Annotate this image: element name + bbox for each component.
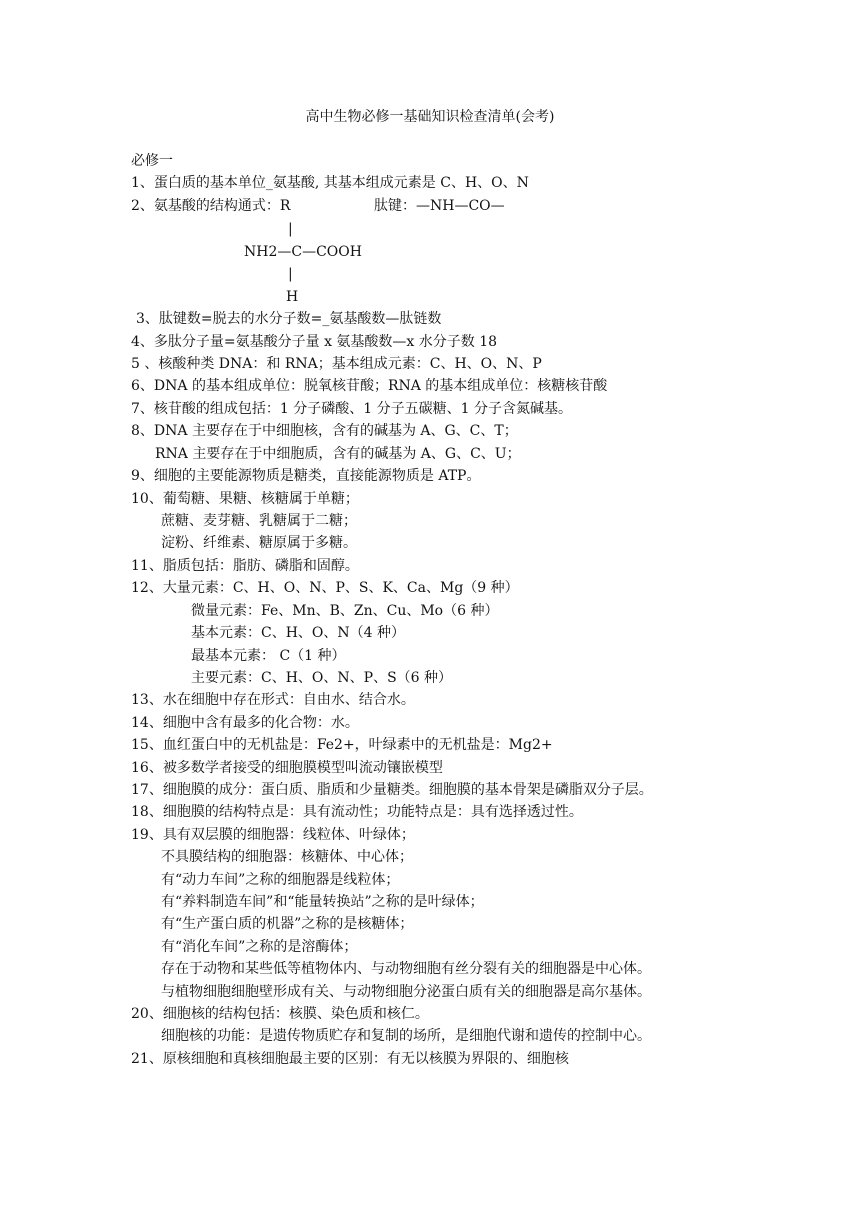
list-item: 7、核苷酸的组成包括：1 分子磷酸、1 分子五碳糖、1 分子含氮碱基。 bbox=[131, 401, 572, 417]
list-item: 16、被多数学者接受的细胞膜模型叫流动镶嵌模型 bbox=[131, 760, 443, 776]
list-item: 有“动力车间”之称的细胞器是线粒体； bbox=[161, 872, 400, 888]
list-item: 6、DNA 的基本组成单位：脱氧核苷酸；RNA 的基本组成单位：核糖核苷酸 bbox=[131, 378, 608, 394]
list-item: 不具膜结构的细胞器：核糖体、中心体； bbox=[161, 849, 413, 865]
section-heading: 必修一 bbox=[131, 153, 173, 169]
list-item: 14、细胞中含有最多的化合物：水。 bbox=[131, 715, 359, 731]
list-item: 淀粉、纤维素、糖原属于多糖。 bbox=[161, 535, 357, 551]
list-item: 细胞核的功能：是遗传物质贮存和复制的场所，是细胞代谢和遗传的控制中心。 bbox=[161, 1028, 651, 1044]
formula-hydrogen: H bbox=[286, 289, 299, 305]
list-item: 存在于动物和某些低等植物体内、与动物细胞有丝分裂有关的细胞器是中心体。 bbox=[161, 961, 651, 977]
list-item: 17、细胞膜的成分：蛋白质、脂质和少量糖类。细胞膜的基本骨架是磷脂双分子层。 bbox=[131, 782, 653, 798]
list-item: 10、葡萄糖、果糖、核糖属于单糖； bbox=[131, 491, 359, 507]
list-item: 3、肽键数=脱去的水分子数=_氨基酸数—肽链数 bbox=[136, 311, 442, 327]
list-item: 微量元素：Fe、Mn、B、Zn、Cu、Mo（6 种） bbox=[191, 603, 499, 619]
list-item: 21、原核细胞和真核细胞最主要的区别：有无以核膜为界限的、细胞核 bbox=[131, 1051, 569, 1067]
list-item: 15、血红蛋白中的无机盐是：Fe2+，叶绿素中的无机盐是：Mg2+ bbox=[131, 737, 553, 753]
list-item: 蔗糖、麦芽糖、乳糖属于二糖； bbox=[161, 513, 357, 529]
list-item: 9、细胞的主要能源物质是糖类，直接能源物质是 ATP。 bbox=[131, 468, 481, 484]
list-item: 8、DNA 主要存在于中细胞核，含有的碱基为 A、G、C、T； bbox=[131, 423, 518, 439]
list-item: 2、氨基酸的结构通式：R bbox=[131, 198, 291, 214]
list-item: 有“消化车间”之称的是溶酶体； bbox=[161, 939, 358, 955]
formula-bond-vertical: | bbox=[288, 266, 293, 282]
list-item: RNA 主要存在于中细胞质，含有的碱基为 A、G、C、U； bbox=[155, 446, 521, 462]
peptide-bond-formula: 肽键：—NH—CO— bbox=[374, 198, 505, 214]
list-item: 基本元素：C、H、O、N（4 种） bbox=[191, 625, 406, 641]
list-item: 20、细胞核的结构包括：核膜、染色质和核仁。 bbox=[131, 1006, 429, 1022]
list-item: 5 、核酸种类 DNA：和 RNA；基本组成元素：C、H、O、N、P bbox=[131, 356, 542, 372]
list-item: 12、大量元素：C、H、O、N、P、S、K、Ca、Mg（9 种） bbox=[131, 580, 519, 596]
list-item: 11、脂质包括：脂肪、磷脂和固醇。 bbox=[131, 558, 359, 574]
list-item: 18、细胞膜的结构特点是：具有流动性；功能特点是：具有选择透过性。 bbox=[131, 804, 583, 820]
formula-main-chain: NH2—C—COOH bbox=[244, 244, 362, 260]
list-item: 有“养料制造车间”和“能量转换站”之称的是叶绿体； bbox=[161, 894, 484, 910]
list-item: 有“生产蛋白质的机器”之称的是核糖体； bbox=[161, 916, 414, 932]
document-title: 高中生物必修一基础知识检查清单(会考) bbox=[305, 109, 555, 125]
formula-bond-vertical: | bbox=[288, 221, 293, 237]
list-item: 与植物细胞细胞壁形成有关、与动物细胞分泌蛋白质有关的细胞器是高尔基体。 bbox=[161, 984, 651, 1000]
list-item: 19、具有双层膜的细胞器：线粒体、叶绿体； bbox=[131, 827, 415, 843]
list-item: 13、水在细胞中存在形式：自由水、结合水。 bbox=[131, 692, 415, 708]
list-item: 主要元素：C、H、O、N、P、S（6 种） bbox=[191, 670, 453, 686]
list-item: 最基本元素： C（1 种） bbox=[191, 648, 346, 664]
list-item: 4、多肽分子量=氨基酸分子量 x 氨基酸数—x 水分子数 18 bbox=[131, 334, 498, 350]
list-item: 1、蛋白质的基本单位_氨基酸, 其基本组成元素是 C、H、O、N bbox=[131, 175, 529, 191]
